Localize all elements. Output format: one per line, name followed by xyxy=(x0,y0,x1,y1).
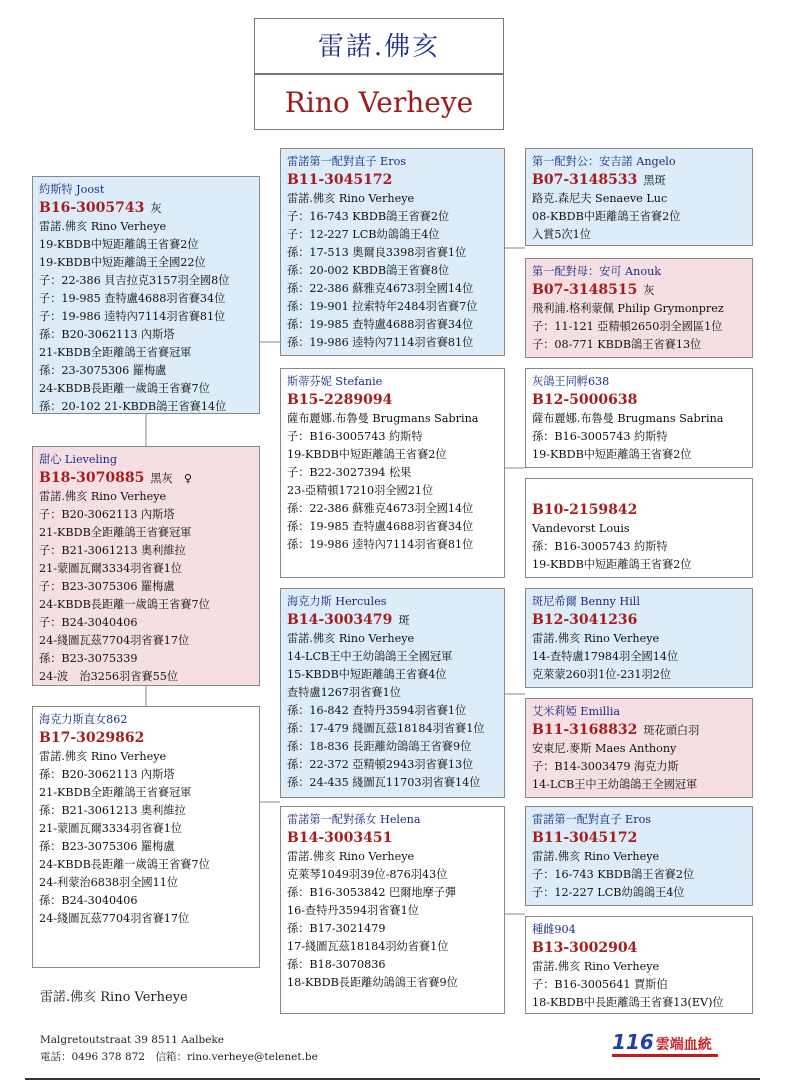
info-line: 18-KBDB中長距離鴿王省賽13(EV)位 xyxy=(532,996,724,1009)
ring-number: B12-3041236 xyxy=(532,612,638,628)
info-line: 19-KBDB中短距離鴿王省賽2位 xyxy=(532,558,692,571)
ring-number: B15-2289094 xyxy=(287,392,393,408)
logo-text: 雲端血統 xyxy=(655,1037,712,1053)
box-name: 約斯特 Joost xyxy=(39,183,105,196)
ring-number: B14-3003479 xyxy=(287,612,393,628)
info-line: 孫：B16-3005743 約斯特 xyxy=(532,540,668,553)
box-name: 斯蒂芬妮 Stefanie xyxy=(287,375,383,388)
info-line: 孫：19-985 查特盧4688羽省賽34位 xyxy=(287,318,474,331)
info-line: 子：19-986 逵特內7114羽省賽81位 xyxy=(39,310,226,323)
logo-number: 116 xyxy=(612,1030,654,1054)
logo xyxy=(612,1030,712,1054)
box-lines xyxy=(532,958,746,1012)
box-sds xyxy=(525,368,753,468)
info-line: 21-蒙圖瓦爾3334羽省賽1位 xyxy=(39,822,183,835)
box-lines xyxy=(39,218,253,414)
box-name: 第一配對公：安吉諾 Angelo xyxy=(532,155,676,168)
info-line: 雷諾.佛亥 Rino Verheye xyxy=(287,850,415,863)
info-line: 孫：19-985 查特盧4688羽省賽34位 xyxy=(287,520,474,533)
info-line: 19-KBDB中短距離鴿王省賽2位 xyxy=(532,448,692,461)
info-line: 子：B20-3062113 內斯塔 xyxy=(39,508,175,521)
box-dam-sire xyxy=(280,588,505,798)
info-line: 孫：B16-3053842 巴爾地摩子彈 xyxy=(287,886,457,899)
info-line: 21-蒙圖瓦爾3334羽省賽1位 xyxy=(39,562,183,575)
info-line: 18-KBDB長距離幼鴿鴿王省賽9位 xyxy=(287,976,458,989)
box-ddd xyxy=(525,916,753,1014)
ring-number: B16-3005743 xyxy=(39,200,145,216)
info-line: 雷諾.佛亥 Rino Verheye xyxy=(287,192,415,205)
color-label: 斑 xyxy=(398,614,410,627)
info-line: 雷諾.佛亥 Rino Verheye xyxy=(532,960,660,973)
info-line: 孫：24-435 綫圖瓦11703羽省賽14位 xyxy=(287,776,481,789)
info-line: 16-查特丹3594羽省賽1位 xyxy=(287,904,419,917)
ring-number: B11-3045172 xyxy=(287,172,393,188)
info-line: 14-LCB王中王幼鴿鴿王全國冠軍 xyxy=(532,778,698,791)
info-line: 子：19-985 查特盧4688羽省賽34位 xyxy=(39,292,226,305)
info-line: 孫：B21-3061213 奧利維拉 xyxy=(39,804,186,817)
info-line: Vandevorst Louis xyxy=(532,522,630,535)
info-line: 21-KBDB全距離鴿王省賽冠軍 xyxy=(39,346,192,359)
color-label: 灰 xyxy=(150,202,162,215)
info-line: 子：B21-3061213 奧利維拉 xyxy=(39,544,186,557)
box-lines xyxy=(532,190,746,244)
ring-number: B14-3003451 xyxy=(287,830,393,846)
info-line: 子：B16-3005641 賈斯伯 xyxy=(532,978,668,991)
info-line: 雷諾.佛亥 Rino Verheye xyxy=(39,220,167,233)
info-line: 子：22-386 貝吉拉克3157羽全國8位 xyxy=(39,274,230,287)
info-line: 孫：B23-3075306 羅梅盧 xyxy=(39,840,175,853)
info-line: 23-亞精頓17210羽全國21位 xyxy=(287,484,434,497)
info-line: 薩布麗娜.布魯曼 Brugmans Sabrina xyxy=(532,412,724,425)
info-line: 克萊蒙260羽1位-231羽2位 xyxy=(532,668,672,681)
info-line: 孫：B18-3070836 xyxy=(287,958,386,971)
info-line: 孫：B20-3062113 內斯塔 xyxy=(39,768,175,781)
info-line: 安東尼.麥斯 Maes Anthony xyxy=(532,742,677,755)
info-line: 子：B24-3040406 xyxy=(39,616,138,629)
ring-number: B17-3029862 xyxy=(39,730,145,746)
info-line: 子：12-227 LCB幼鴿鴿王4位 xyxy=(287,228,440,241)
box-lines xyxy=(532,520,746,574)
info-line: 24-綫圖瓦茲7704羽省賽17位 xyxy=(39,634,190,647)
box-name: 艾米莉婭 Emillia xyxy=(532,705,621,718)
box-name: 第一配對母：安可 Anouk xyxy=(532,265,662,278)
info-line: 子：12-227 LCB幼鴿鴿王4位 xyxy=(532,886,685,899)
info-line: 孫：19-986 逵特內7114羽省賽81位 xyxy=(287,538,474,551)
box-lines xyxy=(532,740,746,794)
box-lines xyxy=(39,748,253,928)
contact-info: 電話：0496 378 872 信箱：rino.verheye@telenet.be xyxy=(40,1051,318,1063)
info-line: 孫：19-901 拉索特年2484羽省賽7位 xyxy=(287,300,478,313)
info-line: 孫：23-3075306 羅梅盧 xyxy=(39,364,167,377)
info-line: 雷諾.佛亥 Rino Verheye xyxy=(39,750,167,763)
info-line: 24-綫圖瓦茲7704羽省賽17位 xyxy=(39,912,190,925)
info-line: 19-KBDB中短距離鴿王省賽2位 xyxy=(39,238,199,251)
info-line: 雷諾.佛亥 Rino Verheye xyxy=(532,632,660,645)
ring-number: B10-2159842 xyxy=(532,502,638,518)
info-line: 孫：B17-3021479 xyxy=(287,922,386,935)
box-name: 雷諾第一配對直子 Eros xyxy=(287,155,407,168)
info-line: 孫：20-102 21-KBDB鴿王省賽14位 xyxy=(39,400,227,413)
box-lines xyxy=(532,848,746,902)
info-line: 08-KBDB中距離鴿王省賽2位 xyxy=(532,210,681,223)
box-name: 雷諾第一配對直子 Eros xyxy=(532,813,652,826)
info-line: 子：B23-3075306 羅梅盧 xyxy=(39,580,175,593)
info-line: 子：B14-3003479 海克力斯 xyxy=(532,760,679,773)
info-line: 17-綫圖瓦茲18184羽幼省賽1位 xyxy=(287,940,449,953)
ring-number: B12-5000638 xyxy=(532,392,638,408)
info-line: 飛利浦.格利蒙佩 Philip Grymonprez xyxy=(532,302,724,315)
box-lines xyxy=(287,190,498,352)
info-line: 子：08-771 KBDB鴿王省賽13位 xyxy=(532,338,702,351)
info-line: 孫：16-842 查特丹3594羽省賽1位 xyxy=(287,704,467,717)
color-label: 黑灰 ♀ xyxy=(150,472,193,485)
info-line: 孫：18-836 長距離幼鴿鴿王省賽9位 xyxy=(287,740,472,753)
box-dam xyxy=(32,446,260,686)
info-line: 孫：20-002 KBDB鴿王省賽8位 xyxy=(287,264,450,277)
box-lines xyxy=(532,630,746,684)
owner-name: 雷諾.佛亥 Rino Verheye xyxy=(40,990,188,1005)
info-line: 14-查特盧17984羽全國14位 xyxy=(532,650,679,663)
box-name: 海克力斯直女862 xyxy=(39,713,128,726)
box-sss xyxy=(525,148,753,246)
info-line: 24-KBDB長距離一歲鴿王省賽7位 xyxy=(39,382,210,395)
footer-divider xyxy=(25,1078,760,1080)
box-lines xyxy=(39,488,253,686)
box-dds xyxy=(525,806,753,906)
box-lines xyxy=(532,410,746,464)
box-dam-dam xyxy=(280,806,505,1014)
info-line: 子：B16-3005743 約斯特 xyxy=(287,430,423,443)
box-name: 種雌904 xyxy=(532,923,576,936)
box-sdd xyxy=(525,478,753,578)
info-line: 24-KBDB長距離一歲鴿王省賽7位 xyxy=(39,858,210,871)
info-line: 孫：17-479 綫圖瓦茲18184羽省賽1位 xyxy=(287,722,485,735)
box-sire xyxy=(32,176,260,414)
box-dss xyxy=(525,588,753,688)
info-line: 子：16-743 KBDB鴿王省賽2位 xyxy=(532,868,695,881)
contact-block xyxy=(40,1032,318,1066)
info-line: 15-KBDB中短距離鴿王省賽4位 xyxy=(287,668,447,681)
box-lines xyxy=(532,300,746,354)
info-line: 24-KBDB長距離一歲鴿王省賽7位 xyxy=(39,598,210,611)
info-line: 孫：22-386 蘇雅克4673羽全國14位 xyxy=(287,502,474,515)
box-name: 甜心 Lieveling xyxy=(39,453,118,466)
info-line: 14-LCB王中王幼鴿鴿王全國冠軍 xyxy=(287,650,453,663)
info-line: 19-KBDB中短距離鴿王省賽2位 xyxy=(287,448,447,461)
info-line: 21-KBDB全距離鴿王省賽冠軍 xyxy=(39,786,192,799)
color-label: 黑斑 xyxy=(643,174,666,187)
info-line: 24-利蒙治6838羽全國11位 xyxy=(39,876,179,889)
info-line: 孫：B24-3040406 xyxy=(39,894,138,907)
box-lines xyxy=(287,630,498,792)
box-name: 海克力斯 Hercules xyxy=(287,595,387,608)
info-line: 孫：B23-3075339 xyxy=(39,652,138,665)
info-line: 入賞5次1位 xyxy=(532,228,591,241)
ring-number: B07-3148533 xyxy=(532,172,638,188)
info-line: 19-KBDB中短距離鴿王全國22位 xyxy=(39,256,206,269)
title-chinese: 雷諾.佛亥 xyxy=(254,18,504,74)
info-line: 孫：17-513 奧爾良3398羽省賽1位 xyxy=(287,246,467,259)
info-line: 24-波 治3256羽省賽55位 xyxy=(39,670,179,683)
box-sire-dam xyxy=(280,368,505,578)
color-label: 斑花頭白羽 xyxy=(643,724,700,737)
info-line: 子：B22-3027394 松果 xyxy=(287,466,412,479)
box-sire-sire xyxy=(280,148,505,356)
info-line: 子：11-121 亞精頓2650羽全國區1位 xyxy=(532,320,723,333)
info-line: 孫：B20-3062113 內斯塔 xyxy=(39,328,175,341)
ring-number: B07-3148515 xyxy=(532,282,638,298)
info-line: 孫：B16-3005743 約斯特 xyxy=(532,430,668,443)
box-dam2 xyxy=(32,706,260,968)
info-line: 雷諾.佛亥 Rino Verheye xyxy=(287,632,415,645)
ring-number: B13-3002904 xyxy=(532,940,638,956)
logo-underline xyxy=(612,1054,718,1057)
info-line: 子：16-743 KBDB鴿王省賽2位 xyxy=(287,210,450,223)
address: Malgretoutstraat 39 8511 Aalbeke xyxy=(40,1034,225,1046)
box-ssd xyxy=(525,258,753,358)
ring-number: B11-3045172 xyxy=(532,830,638,846)
box-dsd xyxy=(525,698,753,798)
info-line: 雷諾.佛亥 Rino Verheye xyxy=(39,490,167,503)
info-line: 孫：22-372 亞精頓2943羽省賽13位 xyxy=(287,758,474,771)
info-line: 查特盧1267羽省賽1位 xyxy=(287,686,401,699)
info-line: 雷諾.佛亥 Rino Verheye xyxy=(532,850,660,863)
title-english: Rino Verheye xyxy=(254,74,504,130)
info-line: 孫：22-386 蘇雅克4673羽全國14位 xyxy=(287,282,474,295)
box-name: 斑尼希爾 Benny Hill xyxy=(532,595,640,608)
info-line: 21-KBDB全距離鴿王省賽冠軍 xyxy=(39,526,192,539)
ring-number: B11-3168832 xyxy=(532,722,638,738)
color-label: 灰 xyxy=(643,284,655,297)
info-line: 孫：19-986 逵特內7114羽省賽81位 xyxy=(287,336,474,349)
info-line: 路克.森尼夫 Senaeve Luc xyxy=(532,192,668,205)
info-line: 薩布麗娜.布魯曼 Brugmans Sabrina xyxy=(287,412,479,425)
box-lines xyxy=(287,848,498,992)
box-name: 灰鴿王同孵638 xyxy=(532,375,610,388)
box-name: 雷諾第一配對孫女 Helena xyxy=(287,813,421,826)
info-line: 克萊琴1049羽39位-876羽43位 xyxy=(287,868,448,881)
box-lines xyxy=(287,410,498,554)
ring-number: B18-3070885 xyxy=(39,470,145,486)
